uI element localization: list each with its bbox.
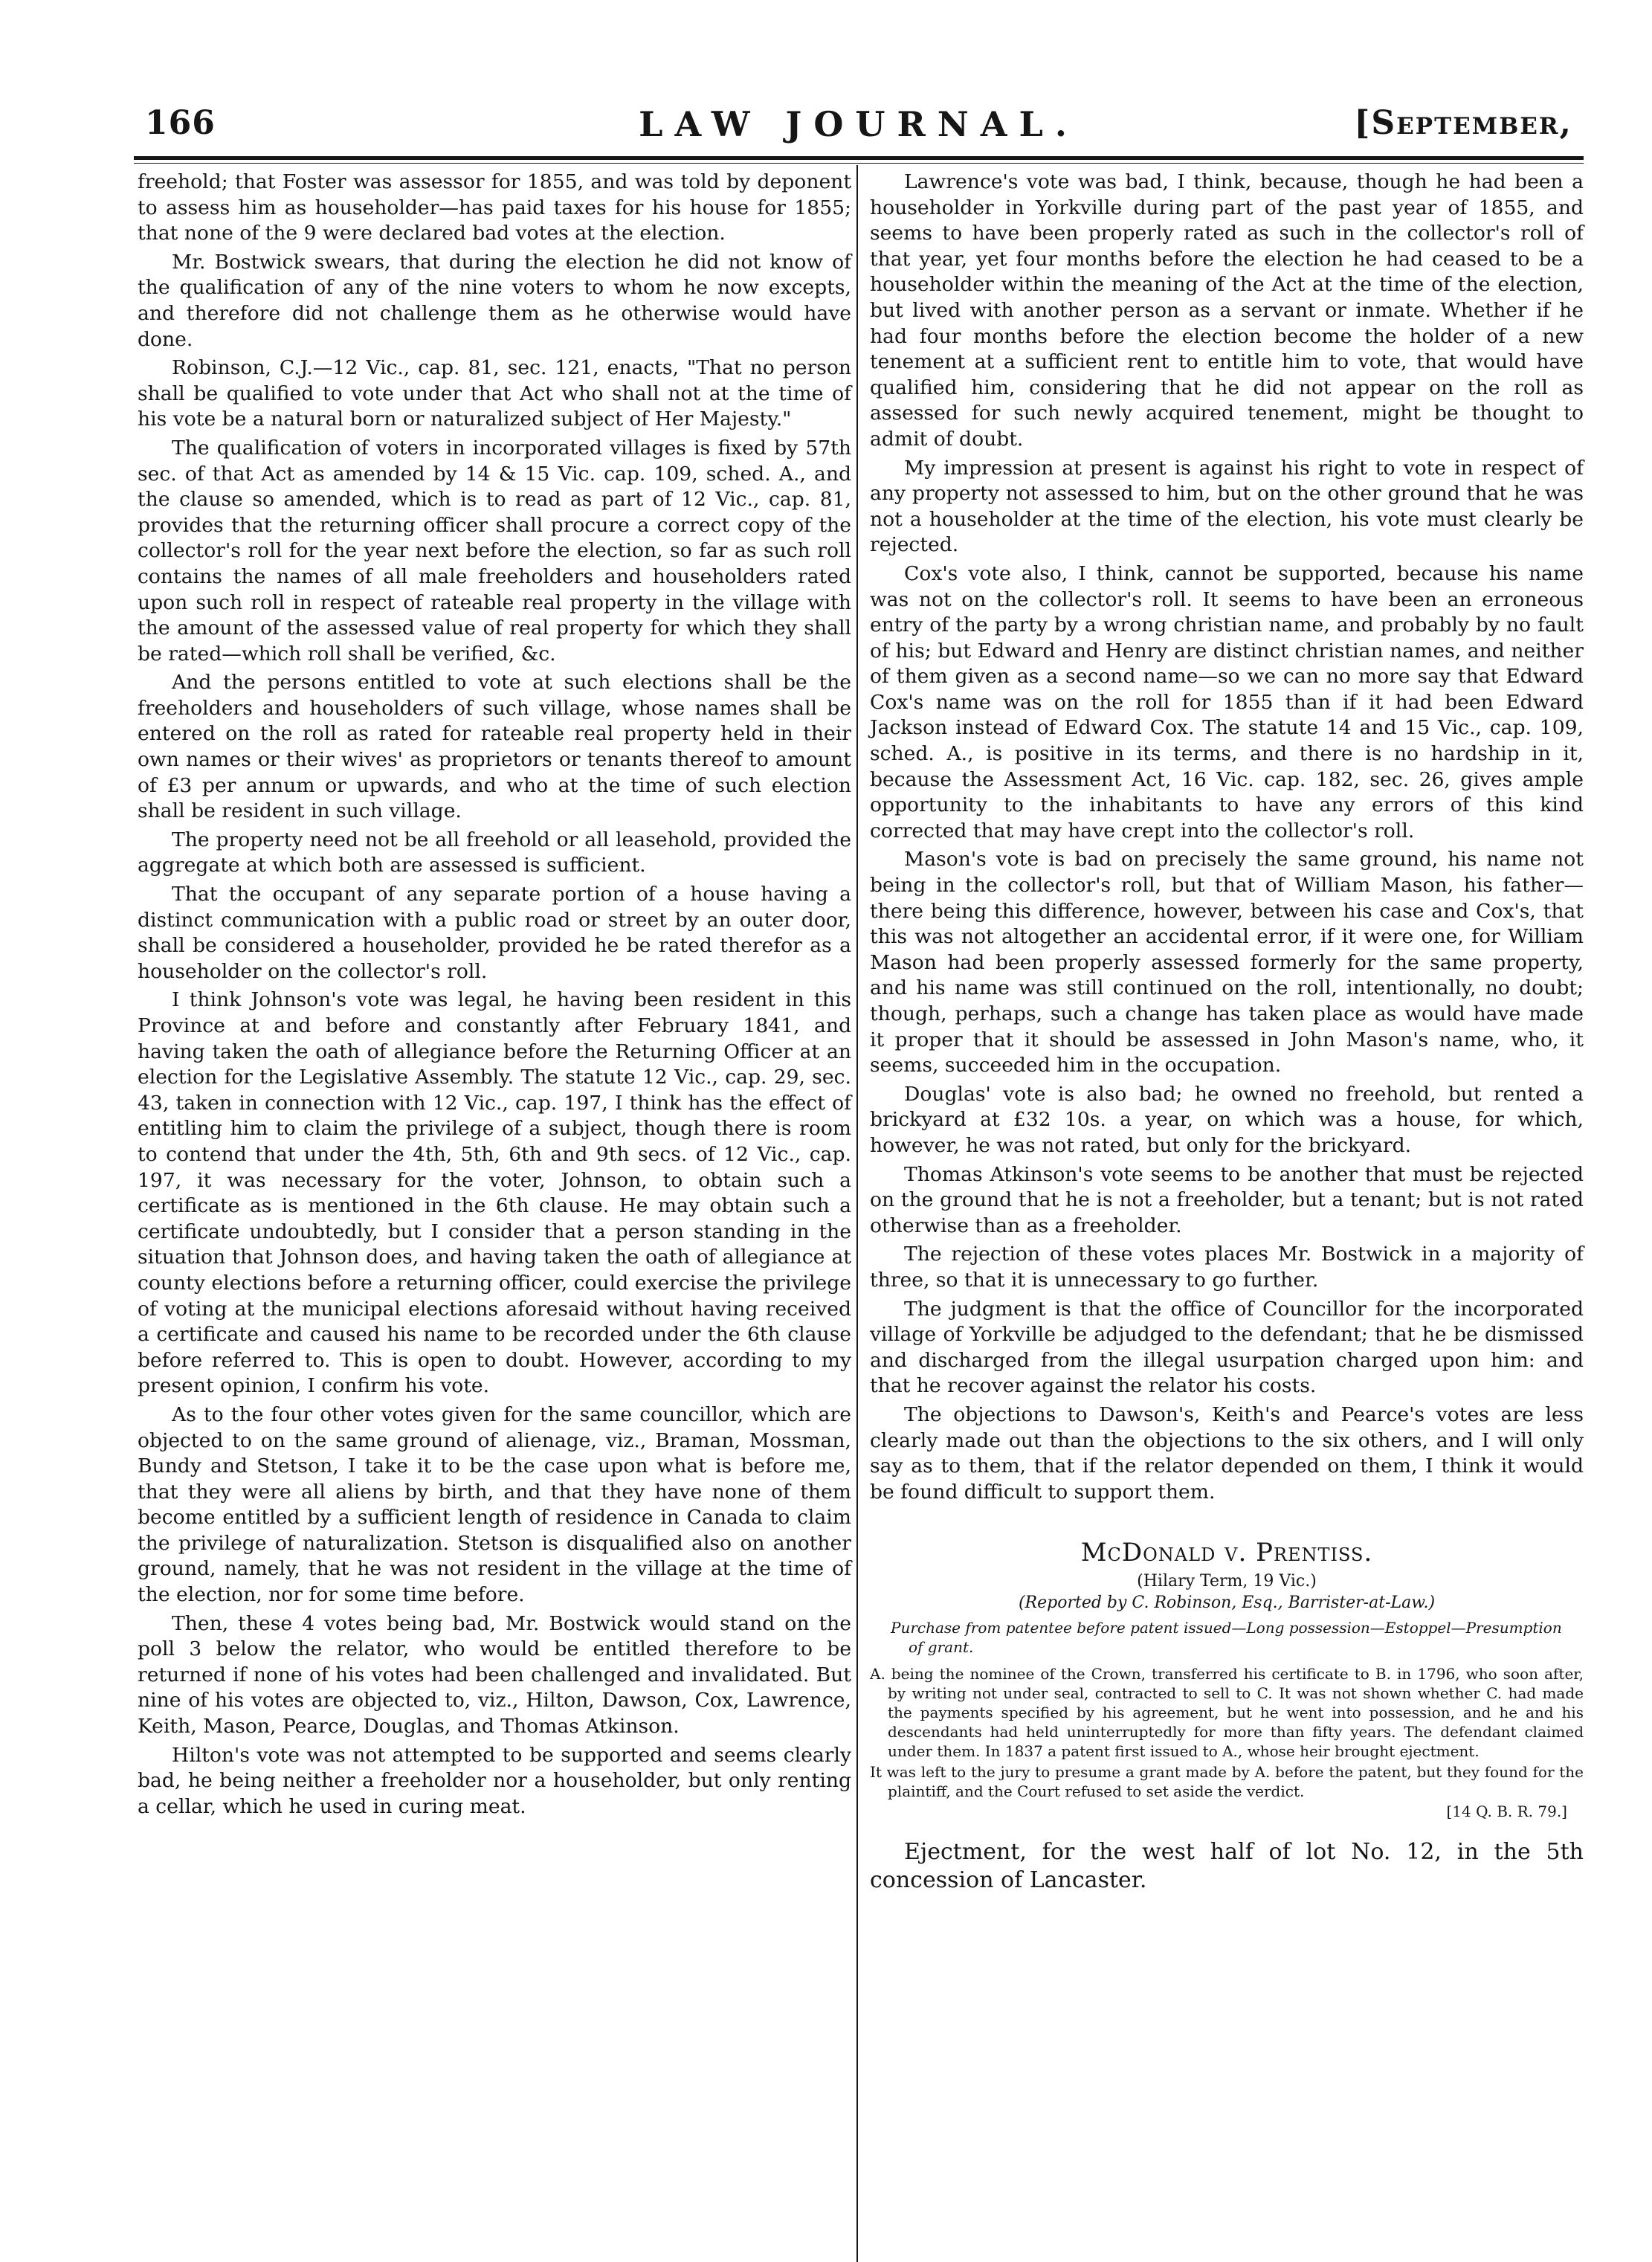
page-number: 166 (145, 104, 216, 142)
case-catchwords: Purchase from patentee before patent issued—Long possession—Estoppel—Presumption of grant. (891, 1619, 1562, 1657)
paragraph: Robinson, C.J.—12 Vic., cap. 81, sec. 121, enacts, "That no person shall be qualified to vote under that Act who shall not at the time of his vote be a natural born or naturalized subject of Her Majesty." (138, 356, 851, 431)
paragraph: Hilton's vote was not attempted to be supported and seems clearly bad, he being neither a freeholder nor a householder, but only renting a cellar, which he used in curing meat. (138, 1743, 851, 1818)
paragraph: Then, these 4 votes being bad, Mr. Bostwick would stand on the poll 3 below the relator, who would be entitled therefore to be returned if none of his votes had been challenged and invalidated. But nine of his votes are objected to, viz., Hilton, Dawson, Cox, Lawrence, Keith, Mason, Pearce, Douglas, and Thomas Atkinson. (138, 1611, 851, 1739)
column-divider (856, 165, 858, 2262)
case-opening-paragraph: Ejectment, for the west half of lot No. 12, in the 5th concession of Lancaster. (870, 1839, 1584, 1894)
paragraph: As to the four other votes given for the same councillor, which are objected to on the same ground of alienage, viz., Braman, Mossman, Bundy and Stetson, I take it to be the case upon what is before me, that they were all aliens by birth, and that they have none of them become entitled by a sufficient length of residence in Canada to claim the privilege of naturalization. Stetson is disqualified also on another ground, namely, that he was not resident in the village at the time of the election, nor for some time before. (138, 1402, 851, 1607)
paragraph: Lawrence's vote was bad, I think, because, though he had been a householder in Yorkville during part of the past year of 1855, and seems to have been properly rated as such in the collector's roll of that year, yet four months before the election he had ceased to be a householder within the meaning of the Act at the time of the election, but lived with another person as a servant or inmate. Whether if he had four months before the election become the holder of a new tenement at a sufficient rent to entitle him to vote, that would have qualified him, considering that he did not appear on the roll as assessed for such newly acquired tenement, might be thought to admit of doubt. (870, 170, 1584, 451)
running-head-month: [September, (1354, 104, 1572, 142)
case-citation: [14 Q. B. R. 79.] (1446, 1802, 1567, 1821)
paragraph: Mr. Bostwick swears, that during the election he did not know of the qualification of any of the nine voters to whom he now excepts, and therefore did not challenge them as he otherwise would have done. (138, 250, 851, 351)
paragraph: Cox's vote also, I think, cannot be supported, because his name was not on the collector's roll. It seems to have been an erroneous entry of the party by a wrong christian name, and probably by no fault of his; but Edward and Henry are distinct christian names, and neither of them given as a second name—so we can no more say that Edward Cox's name was on the roll for 1855 than if it had been Edward Jackson instead of Edward Cox. The statute 14 and 15 Vic., cap. 109, sched. A., is positive in its terms, and there is no hardship in it, because the Assessment Act, 16 Vic. cap. 182, sec. 26, gives ample opportunity to the inhabitants to have any errors of this kind corrected that may have crept into the collector's roll. (870, 561, 1584, 842)
case-headnote: A. being the nominee of the Crown, transferred his certificate to B. in 1796, who soon after, by writing not under seal, contracted to sell to C. It was not shown whether C. had made the payments specified by his agreement, but he went into possession, and he and his descendants had held uninterruptedly for more than fifty years. The defendant claimed under them. In 1837 a patent first issued to A., whose heir brought ejectment. (870, 1665, 1584, 1761)
paragraph: I think Johnson's vote was legal, he having been resident in this Province at and before and constantly after February 1841, and having taken the oath of allegiance before the Returning Officer at an election for the Legislative Assembly. The statute 12 Vic., cap. 29, sec. 43, taken in connection with 12 Vic., cap. 197, I think has the effect of entitling him to claim the privilege of a subject, though there is room to contend that under the 4th, 5th, 6th and 9th secs. of 12 Vic., cap. 197, it was necessary for the voter, Johnson, to obtain such a certificate as is mentioned in the 6th clause. He may obtain such a certificate undoubtedly, but I consider that a person standing in the situation that Johnson does, and having taken the oath of allegiance at county elections before a returning officer, could exercise the privilege of voting at the municipal elections aforesaid without having received a certificate and caused his name to be recorded under the 6th clause before referred to. This is open to doubt. However, according to my present opinion, I confirm his vote. (138, 988, 851, 1398)
journal-title: LAW JOURNAL. (639, 104, 1079, 144)
case-report (870, 1538, 1584, 1820)
paragraph: And the persons entitled to vote at such elections shall be the freeholders and householders of such village, whose names shall be entered on the roll as rated for rateable real property held in their own names or their wives' as proprietors or tenants thereof to amount of £3 per annum or upwards, and who at the time of such election shall be resident in such village. (138, 671, 851, 823)
paragraph: Mason's vote is bad on precisely the same ground, his name not being in the collector's roll, but that of William Mason, his father—there being this difference, however, between his case and Cox's, that this was not altogether an accidental error, if it were one, for William Mason had been properly assessed formerly for the same property, and his name was still continued on the roll, intentionally, no doubt; though, perhaps, such a change has taken place as would have made it proper that it should be assessed in John Mason's name, who, it seems, succeeded him in the occupation. (870, 848, 1584, 1077)
paragraph: The judgment is that the office of Councillor for the incorporated village of Yorkville be adjudged to the defendant; that he be dismissed and discharged from the illegal usurpation charged upon him: and that he recover against the relator his costs. (870, 1297, 1584, 1398)
paragraph: freehold; that Foster was assessor for 1855, and was told by deponent to assess him as householder—has paid taxes for his house for 1855; that none of the 9 were declared bad votes at the election. (138, 170, 851, 245)
paragraph: The qualification of voters in incorporated villages is fixed by 57th sec. of that Act as amended by 14 & 15 Vic. cap. 109, sched. A., and the clause so amended, which is to read as part of 12 Vic., cap. 81, provides that the returning officer shall procure a correct copy of the collector's roll for the year next before the election, so far as such roll contains the names of all male freeholders and householders rated upon such roll in respect of rateable real property in the village with the amount of the assessed value of real property for which they shall be rated—which roll shall be verified, &c. (138, 436, 851, 666)
paragraph: The property need not be all freehold or all leasehold, provided the aggregate at which both are assessed is sufficient. (138, 828, 851, 877)
paragraph: My impression at present is against his right to vote in respect of any property not assessed to him, but on the other ground that he was not a householder at the time of the election, his vote must clearly be rejected. (870, 456, 1584, 557)
paragraph: The objections to Dawson's, Keith's and Pearce's votes are less clearly made out than the objections to the six others, and I will only say as to them, that if the relator depended on them, I think it would be found difficult to support them. (870, 1402, 1584, 1504)
case-title: McDonald v. Prentiss. (1080, 1538, 1373, 1568)
left-column (138, 170, 851, 1823)
case-term: (Hilary Term, 19 Vic.) (1137, 1572, 1317, 1591)
paragraph: Thomas Atkinson's vote seems to be another that must be rejected on the ground that he is not a freeholder, but a tenant; but is not rated otherwise than as a freeholder. (870, 1162, 1584, 1237)
paragraph: That the occupant of any separate portion of a house having a distinct communication with a public road or street by an outer door, shall be considered a householder, provided he be rated therefor as a householder on the collector's roll. (138, 883, 851, 983)
right-column (870, 170, 1584, 1895)
case-headnote: It was left to the jury to presume a grant made by A. before the patent, but they found for the plaintiff, and the Court refused to set aside the verdict. (870, 1763, 1584, 1801)
case-reporter: (Reported by C. Robinson, Esq., Barrister-at-Law.) (1018, 1594, 1436, 1613)
header-rule (134, 156, 1584, 164)
page-header (145, 104, 1572, 149)
paragraph: The rejection of these votes places Mr. Bostwick in a majority of three, so that it is unnecessary to go further. (870, 1243, 1584, 1292)
paragraph: Douglas' vote is also bad; he owned no freehold, but rented a brickyard at £32 10s. a year, on which was a house, for which, however, he was not rated, but only for the brickyard. (870, 1082, 1584, 1157)
